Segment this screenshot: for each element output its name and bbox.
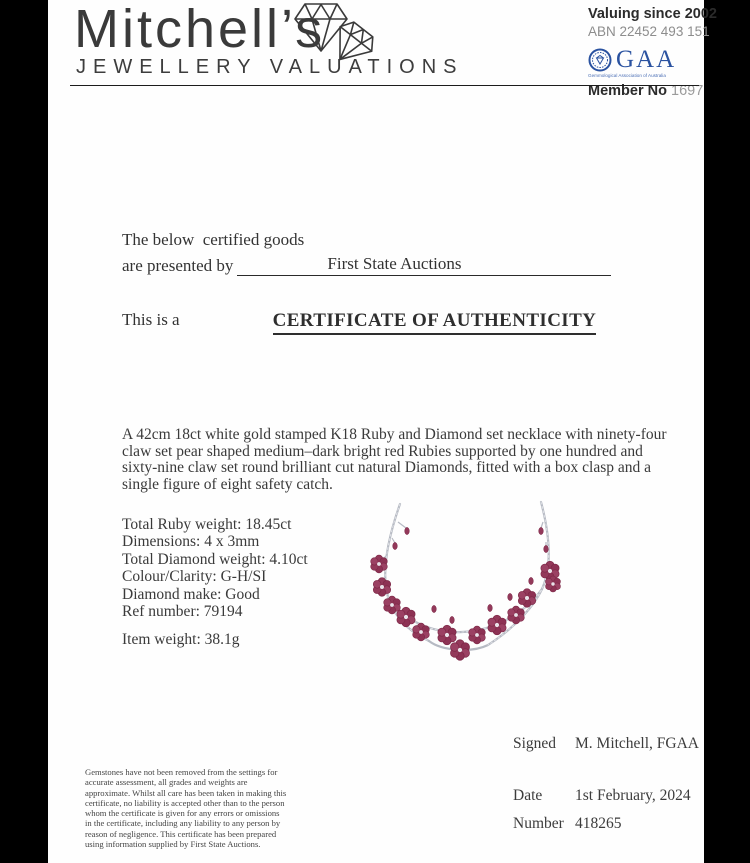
presented-line2 [122,254,611,276]
presented-prefix: are presented by [122,256,234,275]
spec-line: Ref number: 79194 [122,603,243,621]
certificate-title: CERTIFICATE OF AUTHENTICITY [273,310,597,335]
spec-line: Dimensions: 4 x 3mm [122,533,260,551]
spec-line: Total Diamond weight: 4.10ct [122,550,308,568]
member-number: Member No 1697 [588,83,704,99]
spec-line: Diamond make: Good [122,585,260,603]
gaa-acronym: GAA [616,46,677,73]
spec-line: Total Ruby weight: 18.45ct [122,516,292,533]
presenter-signature-line [237,254,611,276]
item-description: A 42cm 18ct white gold stamped K18 Ruby and Diamond set necklace with ninety-four claw set pear shaped medium–dark bright red Rubies supported by one hundred and sixty-nine claw set round brilliant cut natural Diamonds, fitted with a box clasp and a single figure of eight safety catch. [122,426,667,493]
presented-by-block [122,230,611,276]
signed-label: Signed [513,735,557,752]
date-row [513,787,691,805]
date-value: 1st February, 2024 [575,787,691,804]
abn-number: ABN 22452 493 151 [588,24,710,39]
brand-name: Mitchell’s [74,0,326,59]
number-value: 418265 [575,815,622,832]
valuing-since: Valuing since 2002 [588,6,717,22]
certificate-intro: This is a [122,310,180,329]
spec-list [122,516,308,620]
item-weight: Item weight: 38.1g [122,631,240,648]
number-row [513,815,622,833]
signed-row [513,735,699,753]
gaa-full-name: Gemmological Association of Australia [588,73,666,78]
certificate-page [48,0,717,863]
gaa-emblem-icon [588,48,612,72]
date-label: Date [513,787,543,804]
certificate-title-row [122,310,596,335]
signed-value: M. Mitchell, FGAA [575,735,699,752]
spec-line: Colour/Clarity: G-H/SI [122,568,267,586]
brand-tagline: JEWELLERY VALUATIONS [76,56,464,78]
presenter-name: First State Auctions [327,254,462,273]
necklace-photo [350,498,578,680]
number-label: Number [513,815,564,832]
header-divider [70,85,699,86]
gaa-badge [588,47,703,72]
disclaimer-text: Gemstones have not been removed from the settings for accurate assessment, all grades and weights are approximate. Whilst all care has been taken in making this certificate, no liability is accepted other than to the person whom the certificate is given for any errors or omissions in the certificate, including any liability to any person by reason of negligence. This certificate has been prepared using information supplied by First State Auctions. [85,767,287,850]
presented-line1: The below certified goods [122,230,305,249]
